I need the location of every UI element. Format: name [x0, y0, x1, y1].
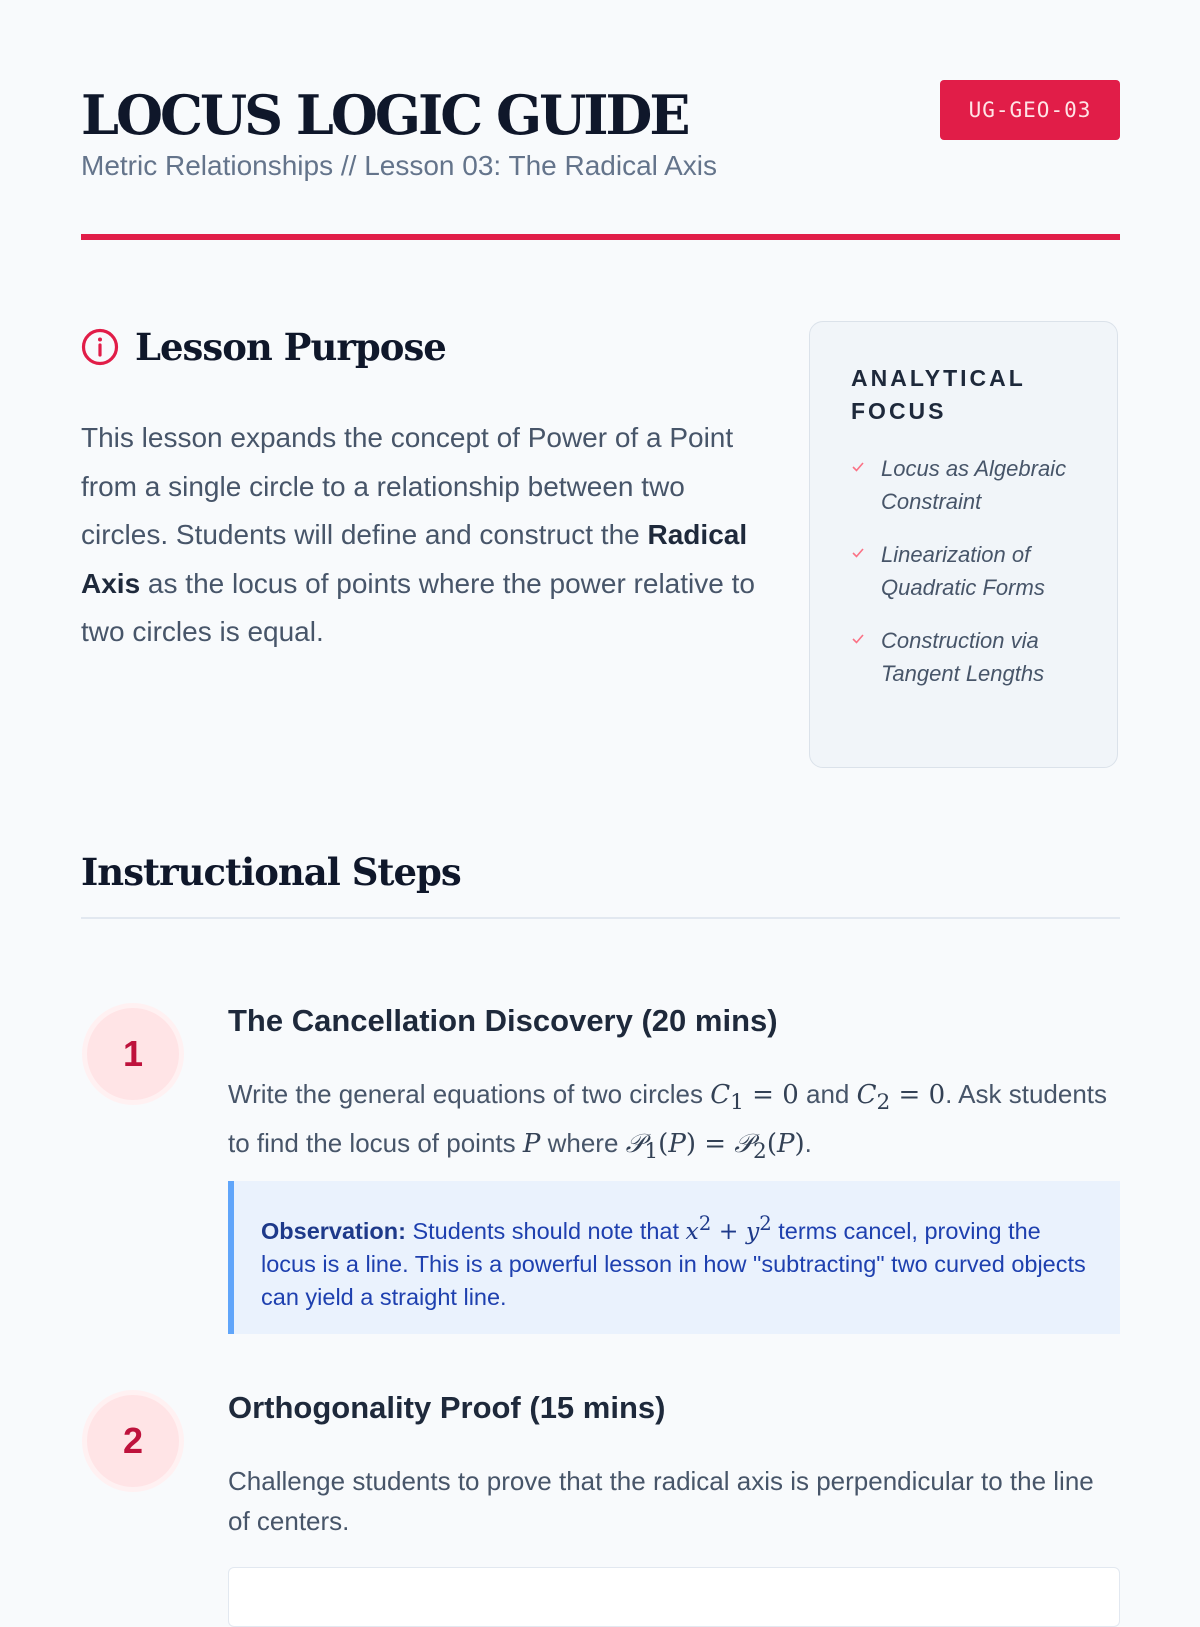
step-text-part: . Ask students to find the locus of points	[228, 1079, 1108, 1159]
purpose-heading	[81, 322, 446, 372]
page-header	[81, 80, 1120, 240]
math-c1-eq: $C_1 = 0$	[710, 1080, 799, 1116]
check-icon	[851, 546, 865, 560]
lesson-guide-page	[81, 0, 1120, 1600]
purpose-text-part: as the locus of points where the power relative to two circles is equal.	[81, 567, 755, 647]
step-text-part: Write the general equations of two circles	[228, 1079, 711, 1109]
purpose-paragraph	[81, 414, 761, 657]
focus-heading: ANALYTICAL FOCUS	[851, 365, 1026, 424]
observation-text: terms cancel, proving the locus is a line. This is a powerful lesson in how "subtracting" two curved objects can yield a straight line.	[261, 1217, 1086, 1310]
step-description: Challenge students to prove that the radical axis is perpendicular to the line of centers.	[228, 1466, 1094, 1536]
step-text-part: and	[798, 1079, 857, 1109]
observation-label: Observation:	[261, 1217, 406, 1244]
check-icon	[851, 632, 865, 646]
math-point-p: P	[522, 1129, 541, 1160]
step-title: Orthogonality Proof (15 mins)	[228, 1390, 666, 1425]
info-icon	[81, 328, 119, 366]
math-c2-eq: $C_2 = 0$	[856, 1080, 946, 1116]
page-subtitle: Metric Relationships // Lesson 03: The Radical Axis	[81, 150, 718, 181]
step-number-badge: 1	[87, 1008, 179, 1100]
math-x2-y2: $x^2 + y^2$	[685, 1212, 772, 1245]
math-power-eq: 𝒫$_1$(P) = 𝒫$_2$(P)	[625, 1129, 805, 1165]
focus-item-label: Construction via Tangent Lengths	[881, 628, 1045, 686]
focus-item	[851, 538, 1091, 604]
focus-item	[851, 624, 1091, 690]
step-title: The Cancellation Discovery (20 mins)	[228, 1003, 778, 1038]
focus-item-label: Linearization of Quadratic Forms	[881, 542, 1045, 600]
check-icon	[851, 460, 865, 474]
step-text-part: where	[540, 1128, 626, 1159]
steps-divider	[81, 917, 1120, 919]
observation-callout	[228, 1181, 1120, 1334]
step-text-part: .	[804, 1128, 812, 1159]
radical-axis-term: Radical Axis	[81, 519, 748, 599]
proof-panel	[228, 1567, 1120, 1627]
lesson-code-badge: UG-GEO-03	[940, 80, 1120, 140]
analytical-focus-panel	[809, 321, 1118, 768]
observation-text: Students should note that	[405, 1217, 686, 1244]
steps-heading: Instructional Steps	[81, 850, 461, 894]
purpose-heading-text: Lesson Purpose	[135, 325, 446, 369]
focus-item	[851, 452, 1091, 518]
focus-list	[851, 452, 1091, 710]
purpose-text-part: This lesson expands the concept of Power of a Point from a single circle to a relationship between two circles. Students will define and construct the	[81, 422, 734, 550]
focus-item-label: Locus as Algebraic Constraint	[881, 456, 1067, 514]
page-title: LOCUS LOGIC GUIDE	[81, 83, 688, 147]
header-divider	[81, 234, 1120, 240]
step-description	[228, 1074, 1120, 1172]
step-number-badge: 2	[87, 1395, 179, 1487]
